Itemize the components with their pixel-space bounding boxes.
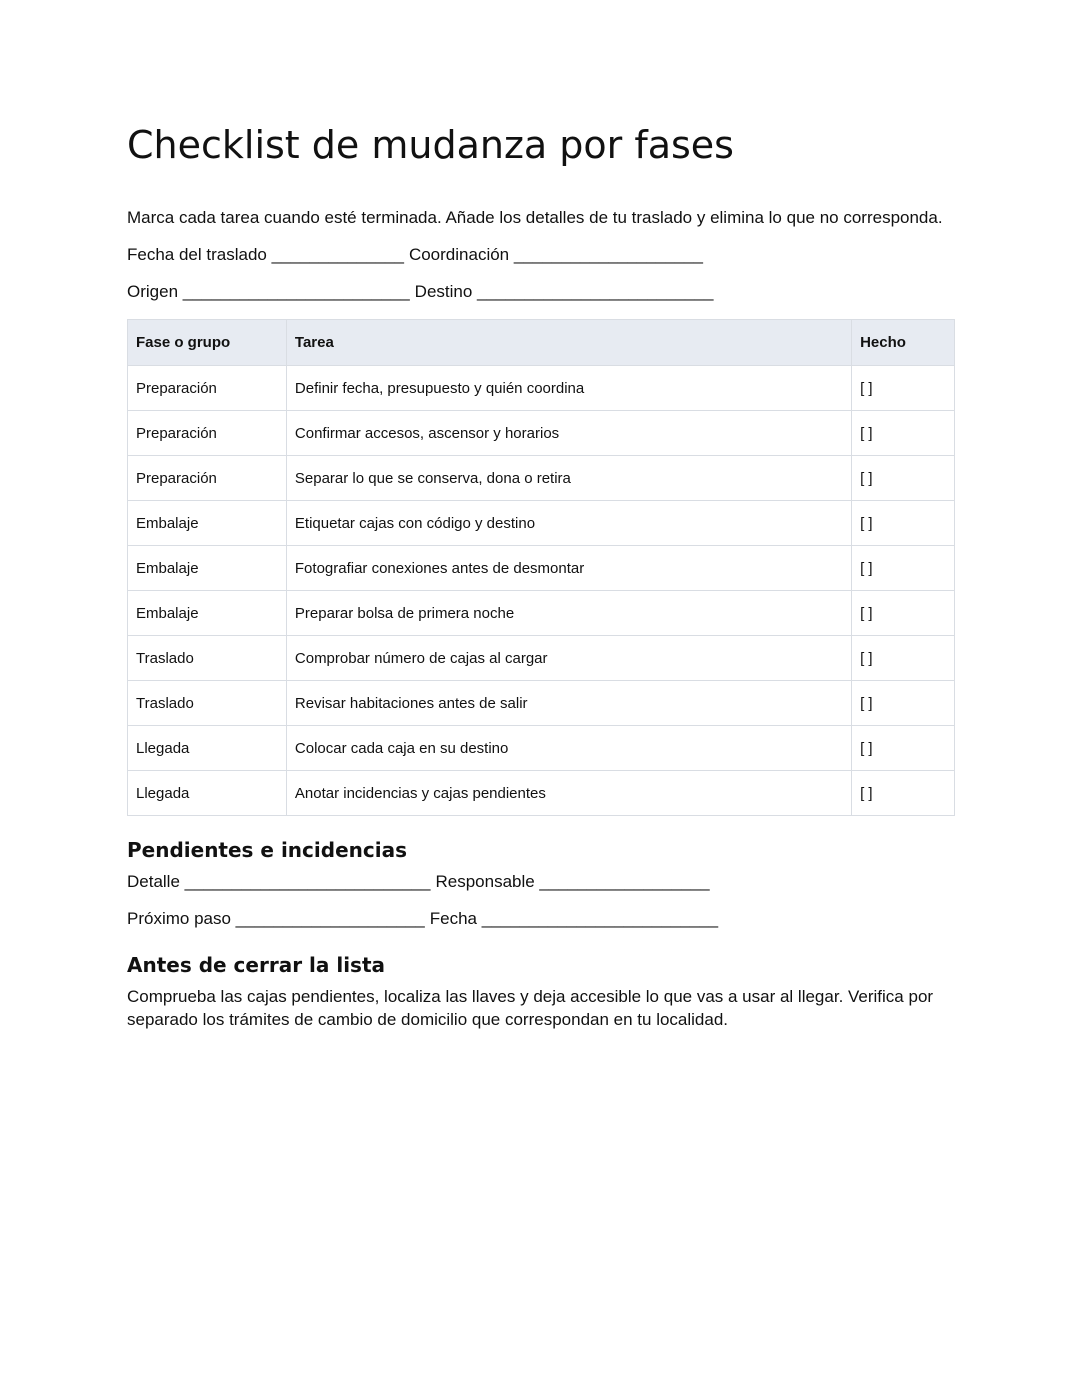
- table-row: [128, 456, 955, 501]
- table-row: [128, 366, 955, 411]
- table-row: [128, 681, 955, 726]
- field-line-detail-responsible: [127, 870, 955, 894]
- cell-phase: Llegada: [128, 771, 287, 816]
- cell-phase: Preparación: [128, 456, 287, 501]
- header-done: Hecho: [852, 320, 955, 366]
- cell-task: Definir fecha, presupuesto y quién coordina: [286, 366, 851, 411]
- cell-phase: Embalaje: [128, 591, 287, 636]
- cell-done-checkbox[interactable]: [ ]: [852, 681, 955, 726]
- table-row: [128, 501, 955, 546]
- cell-phase: Preparación: [128, 366, 287, 411]
- cell-task: Comprobar número de cajas al cargar: [286, 636, 851, 681]
- field-date[interactable]: Fecha _________________________: [429, 909, 719, 928]
- cell-done-checkbox[interactable]: [ ]: [852, 726, 955, 771]
- closing-paragraph: Comprueba las cajas pendientes, localiza las llaves y deja accesible lo que vas a usar al llegar. Verifica por separado los trámites de cambio de domicilio que correspondan en tu localidad.: [127, 987, 934, 1029]
- cell-task: Fotografiar conexiones antes de desmontar: [286, 546, 851, 591]
- cell-phase: Embalaje: [128, 501, 287, 546]
- header-task: Tarea: [286, 320, 851, 366]
- checklist-body: [128, 366, 955, 816]
- cell-phase: Traslado: [128, 636, 287, 681]
- cell-task: Revisar habitaciones antes de salir: [286, 681, 851, 726]
- field-origin[interactable]: Origen ________________________: [127, 282, 410, 301]
- pending-heading: Pendientes e incidencias: [127, 838, 407, 862]
- cell-done-checkbox[interactable]: [ ]: [852, 411, 955, 456]
- field-line-next-step-date: [127, 907, 955, 931]
- cell-done-checkbox[interactable]: [ ]: [852, 501, 955, 546]
- cell-task: Preparar bolsa de primera noche: [286, 591, 851, 636]
- cell-done-checkbox[interactable]: [ ]: [852, 366, 955, 411]
- cell-phase: Traslado: [128, 681, 287, 726]
- cell-done-checkbox[interactable]: [ ]: [852, 546, 955, 591]
- cell-task: Etiquetar cajas con código y destino: [286, 501, 851, 546]
- cell-phase: Embalaje: [128, 546, 287, 591]
- table-header-row: [128, 320, 955, 366]
- field-destination[interactable]: Destino _________________________: [414, 282, 714, 301]
- cell-done-checkbox[interactable]: [ ]: [852, 456, 955, 501]
- field-responsible[interactable]: Responsable __________________: [435, 872, 710, 891]
- table-row: [128, 411, 955, 456]
- cell-task: Anotar incidencias y cajas pendientes: [286, 771, 851, 816]
- cell-task: Separar lo que se conserva, dona o retira: [286, 456, 851, 501]
- intro-paragraph: Marca cada tarea cuando esté terminada. Añade los detalles de tu traslado y elimina lo que no corresponda.: [127, 208, 943, 227]
- document-page: [127, 118, 955, 1031]
- field-next-step[interactable]: Próximo paso ____________________: [127, 909, 425, 928]
- field-detail[interactable]: Detalle __________________________: [127, 872, 431, 891]
- cell-task: Colocar cada caja en su destino: [286, 726, 851, 771]
- move-details-fields: [127, 243, 955, 304]
- table-row: [128, 591, 955, 636]
- cell-phase: Preparación: [128, 411, 287, 456]
- cell-phase: Llegada: [128, 726, 287, 771]
- cell-done-checkbox[interactable]: [ ]: [852, 771, 955, 816]
- field-line-origin-destination: [127, 280, 955, 304]
- cell-done-checkbox[interactable]: [ ]: [852, 591, 955, 636]
- field-coordination[interactable]: Coordinación ____________________: [408, 245, 703, 264]
- table-row: [128, 546, 955, 591]
- checklist-table: [127, 319, 955, 816]
- header-phase: Fase o grupo: [128, 320, 287, 366]
- closing-heading: Antes de cerrar la lista: [127, 953, 386, 977]
- cell-done-checkbox[interactable]: [ ]: [852, 636, 955, 681]
- pending-fields: [127, 870, 955, 931]
- table-row: [128, 636, 955, 681]
- table-row: [128, 771, 955, 816]
- document-title: Checklist de mudanza por fases: [127, 123, 734, 167]
- field-move-date[interactable]: Fecha del traslado ______________: [127, 245, 404, 264]
- cell-task: Confirmar accesos, ascensor y horarios: [286, 411, 851, 456]
- field-line-date-coordination: [127, 243, 955, 267]
- table-row: [128, 726, 955, 771]
